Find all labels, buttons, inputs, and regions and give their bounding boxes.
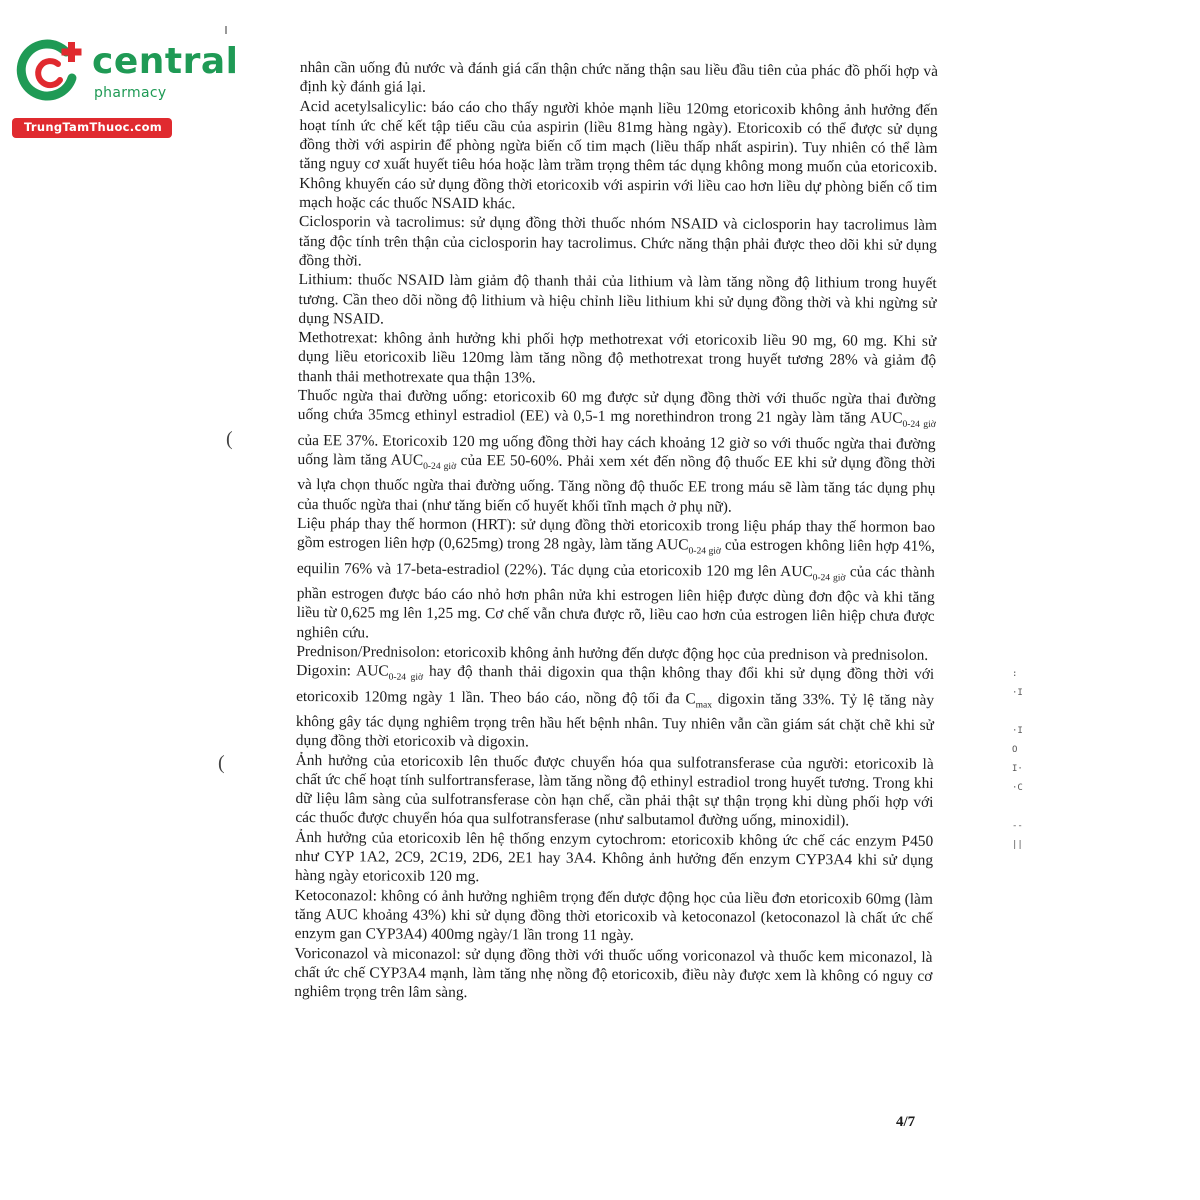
brand-website[interactable]: TrungTamThuoc.com <box>12 118 172 138</box>
subscript: max <box>695 699 713 711</box>
paragraph-text: Lithium: thuốc NSAID làm giảm độ thanh thải của lithium và làm tăng nồng độ lithium trong huyết tương. Cần theo dõi nồng độ lithium và hiệu chỉnh liều lithium khi sử dụng đồng thời và khi ngừng sử dụng NSAID. <box>298 271 937 328</box>
paragraph <box>295 886 933 948</box>
scan-margin-marks: : ·I ·I O I· ·C -- || <box>1012 669 1023 850</box>
paragraph <box>295 751 933 832</box>
paragraph-text: Ciclosporin và tacrolimus: sử dụng đồng thời thuốc nhóm NSAID và ciclosporin hay tacrolimus làm tăng độc tính trên thận của ciclosporin hay tacrolimus. Chức năng thận phải được theo dõi khi sử dụng đồng thời. <box>298 213 938 270</box>
paragraph-text: hay độ thanh thải digoxin qua thận không thay đổi khi sử dụng đồng thời với etoricoxib 120mg ngày 1 lần. Theo báo cáo, nồng độ tối đa C <box>296 662 935 708</box>
paragraph-text: Ảnh hưởng của etoricoxib lên hệ thống enzym cytochrom: etoricoxib không ức chế các enzym P450 như CYP 1A2, 2C9, 2C19, 2D6, 2E1 hay 3A4. Không ảnh hưởng đến enzym CYP3A4 khi sử dụng hàng ngày etoricoxib 120 mg. <box>294 828 934 886</box>
paragraph <box>296 514 935 646</box>
paragraph-text: của các thành phần estrogen được báo cáo nhỏ hơn phân nửa khi estrogen liên hiệp được dùng đơn độc và khi tăng liều từ 0,625 mg lên 1,25 mg. Cơ chế vẫn chưa được rõ, liều cao hơn của estrogen liên hiệp chưa được nghiên cứu. <box>296 562 935 642</box>
paragraph-text: Voriconazol và miconazol: sử dụng đồng thời với thuốc uống voriconazol và thuốc kem miconazol, là chất ức chế CYP3A4 mạnh, làm tăng nhẹ nồng độ etoricoxib, điều này được xem là không có nguy cơ nghiêm trọng trên lâm sàng. <box>294 944 933 1002</box>
pharmacy-cross-c-logo-icon <box>14 38 84 108</box>
paragraph-text: digoxin tăng 33%. Tỷ lệ tăng này không gây tác dụng nghiêm trọng trên hầu hết bệnh nhân. Tuy nhiên vẫn cần giám sát chặt chẽ khi sử dụng đồng thời etoricoxib và digoxin. <box>295 690 935 751</box>
paragraph-text: Ảnh hưởng của etoricoxib lên thuốc được chuyển hóa qua sulfotransferase của người: etoricoxib là chất ức chế hoạt tính sulfortransferase, làm tăng nồng độ ethinyl estradiol trong huyết tương. Trong khi dữ liệu lâm sàng của sulfotransferase còn hạn chế, cần phải thật sự thận trọng khi dùng phối hợp với các thuốc được chuyển hóa qua sulfotransferase (như salbutamol đường uống, minoxidil). <box>295 751 934 830</box>
subscript: 0-24 giờ <box>388 671 424 684</box>
paragraph <box>299 97 938 217</box>
paragraph <box>300 58 938 100</box>
paragraph <box>297 386 936 518</box>
paragraph-text: Thuốc ngừa thai đường uống: etoricoxib 60 mg được sử dụng đồng thời với thuốc ngừa thai đường uống chứa 35mcg ethinyl estradiol (EE) và 0,5-1 mg norethindron trong 21 ngày làm tăng AUC <box>297 387 936 428</box>
paragraph <box>295 828 933 890</box>
subscript: 0-24 giờ <box>812 571 846 584</box>
paragraph-text: Methotrexat: không ảnh hưởng khi phối hợp methotrexat với etoricoxib liều 90 mg, 60 mg. Khi sử dụng liều etoricoxib liều 120mg làm tăng nồng độ methotrexat trong huyết tương 28% và giảm độ thanh thải methotrexate qua thận 13%. <box>298 329 937 387</box>
brand-name: central <box>92 41 239 82</box>
subscript: 0-24 giờ <box>902 419 936 431</box>
paragraph-text: Ketoconazol: không có ảnh hưởng nghiêm trọng đến dược động học của liều đơn etoricoxib 60mg (làm tăng AUC khoảng 43%) khi sử dụng đồng thời etoricoxib và ketoconazol (ketoconazol là chất ức chế enzym gan CYP3A4) 400mg ngày/1 lần trong 11 ngày. <box>294 886 933 945</box>
paragraph-text: của estrogen không liên hợp 41%, equilin 76% và 17-beta-estradiol (22%). Tác dụng của etoricoxib 120 mg lên AUC <box>296 536 936 580</box>
margin-paren-mark: ( <box>226 428 233 450</box>
paragraph-text: nhân cần uống đủ nước và đánh giá cẩn thận chức năng thận sau liều đầu tiên của phác đồ phối hợp và định kỳ đánh giá lại. <box>299 58 938 97</box>
paragraph-text: Acid acetylsalicylic: báo cáo cho thấy người khỏe mạnh liều 120mg etoricoxib không ảnh hưởng đến hoạt tính ức chế kết tập tiểu cầu của aspirin (liều 81mg hàng ngày). Etoricoxib có thể được sử dụng đồng thời với aspirin để phòng ngừa biến cố tim mạch (liều thấp nhất aspirin). Tuy nhiên có thể làm tăng nguy cơ xuất huyết tiêu hóa hoặc làm trầm trọng thêm tác dụng không mong muốn của etoricoxib. Không khuyến cáo sử dụng đồng thời etoricoxib với aspirin với liều cao hơn liều dự phòng biến cố tim mạch hoặc các thuốc NSAID khác. <box>299 97 938 213</box>
brand-subtitle: pharmacy <box>94 85 167 101</box>
scan-mark <box>225 26 227 34</box>
paragraph-text: của EE 50-60%. Phải xem xét đến nồng độ thuốc EE khi sử dụng đồng thời và lựa chọn thuốc ngừa thai đường uống. Tăng nồng độ thuốc EE trong máu sẽ làm tăng tác dụng phụ của thuốc ngừa thai (như tăng biến cố huyết khối tĩnh mạch ở phụ nữ). <box>297 451 936 516</box>
paragraph-text: Prednison/Prednisolon: etoricoxib không ảnh hưởng đến dược động học của prednison và prednisolon. <box>296 642 929 664</box>
margin-paren-mark: ( <box>218 752 225 774</box>
subscript: 0-24 giờ <box>423 460 457 473</box>
document-body <box>294 58 938 1005</box>
paragraph <box>298 270 936 332</box>
brand-logo[interactable] <box>8 38 239 138</box>
paragraph <box>299 212 937 274</box>
paragraph <box>294 944 932 1006</box>
paragraph-text: Digoxin: AUC <box>296 662 389 680</box>
paragraph <box>298 328 936 390</box>
subscript: 0-24 giờ <box>688 545 721 557</box>
page-number: 4/7 <box>896 1114 916 1130</box>
paragraph-text: của EE 37%. Etoricoxib 120 mg uống đồng thời hay cách khoảng 12 giờ so với thuốc ngừa thai đường uống làm tăng AUC <box>297 431 936 469</box>
paragraph <box>296 661 935 754</box>
paragraph-text: Liệu pháp thay thế hormon (HRT): sử dụng đồng thời etoricoxib trong liệu pháp thay thế hormon bao gồm estrogen liên hợp (0,625mg) trong 28 ngày, làm tăng AUC <box>296 514 936 554</box>
